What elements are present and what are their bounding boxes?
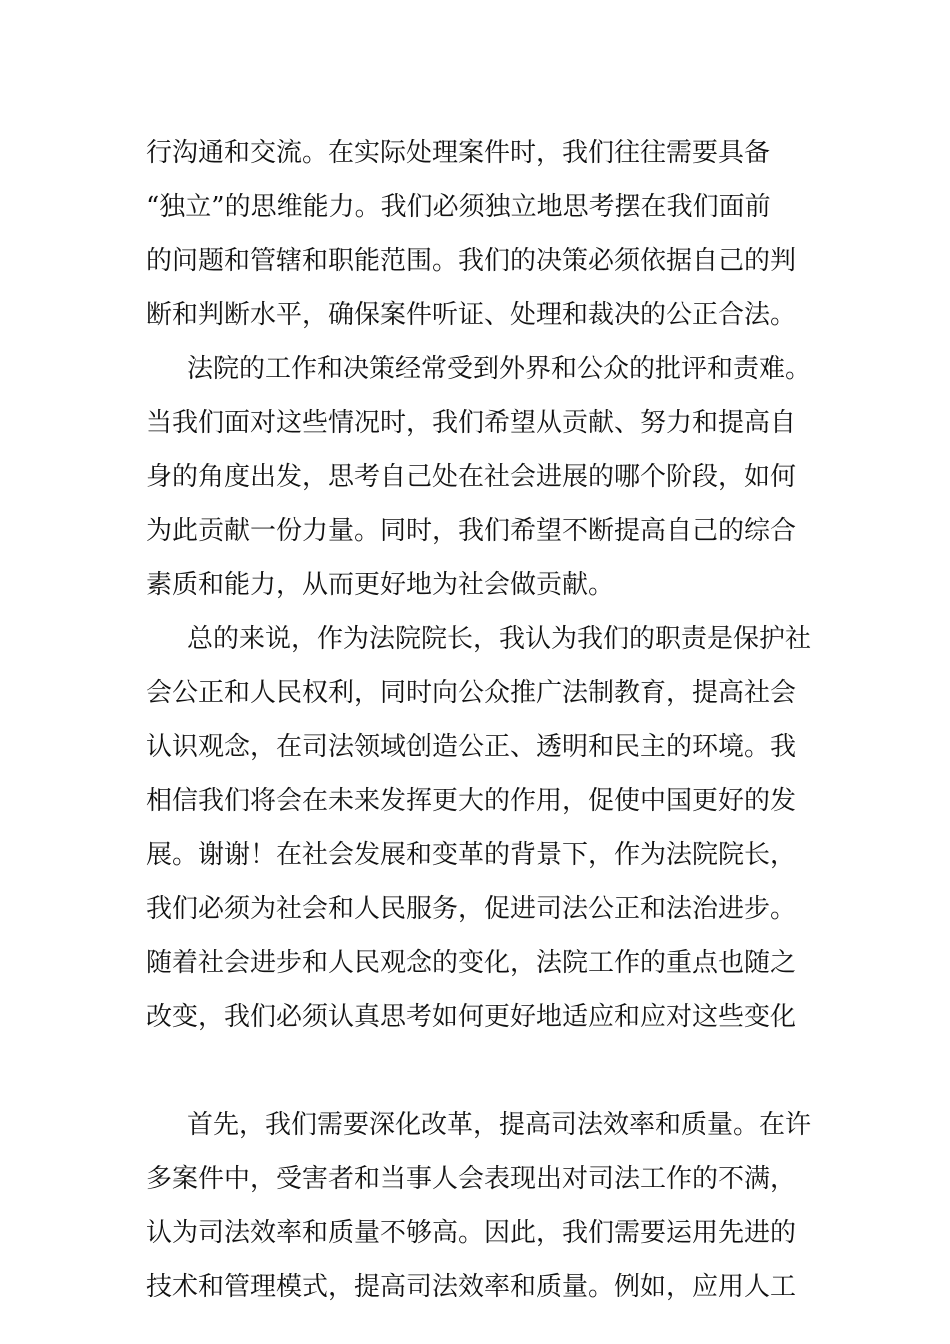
text-line: 随着社会进步和人民观念的变化，法院工作的重点也随之 — [146, 948, 797, 978]
text-line: 的问题和管辖和职能范围。我们的决策必须依据自己的判 — [146, 246, 797, 276]
text-line: 当我们面对这些情况时，我们希望从贡献、努力和提高自 — [146, 408, 797, 438]
text-line: 改变，我们必须认真思考如何更好地适应和应对这些变化 — [146, 1002, 797, 1032]
paragraph-first-line: 法院的工作和决策经常受到外界和公众的批评和责难。 — [187, 354, 812, 384]
text-line: 为此贡献一份力量。同时，我们希望不断提高自己的综合 — [146, 516, 797, 546]
text-line: 相信我们将会在未来发挥更大的作用，促使中国更好的发 — [146, 786, 797, 816]
text-line: 展。谢谢！在社会发展和变革的背景下，作为法院院长， — [146, 840, 797, 870]
text-line: 素质和能力，从而更好地为社会做贡献。 — [146, 570, 615, 600]
paragraph-first-line: 总的来说，作为法院院长，我认为我们的职责是保护社 — [187, 624, 812, 654]
text-line: 认为司法效率和质量不够高。因此，我们需要运用先进的 — [146, 1218, 797, 1248]
text-line: 会公正和人民权利，同时向公众推广法制教育，提高社会 — [146, 678, 797, 708]
text-line: 行沟通和交流。在实际处理案件时，我们往往需要具备 — [146, 138, 771, 168]
text-line: “独立”的思维能力。我们必须独立地思考摆在我们面前 — [146, 192, 771, 222]
text-line: 断和判断水平，确保案件听证、处理和裁决的公正合法。 — [146, 300, 797, 330]
text-line: 技术和管理模式，提高司法效率和质量。例如，应用人工 — [146, 1272, 797, 1302]
text-line: 多案件中，受害者和当事人会表现出对司法工作的不满， — [146, 1164, 797, 1194]
text-line: 身的角度出发，思考自己处在社会进展的哪个阶段，如何 — [146, 462, 797, 492]
paragraph-first-line: 首先，我们需要深化改革，提高司法效率和质量。在许 — [187, 1110, 812, 1140]
text-line: 我们必须为社会和人民服务，促进司法公正和法治进步。 — [146, 894, 797, 924]
text-line: 认识观念，在司法领域创造公正、透明和民主的环境。我 — [146, 732, 797, 762]
